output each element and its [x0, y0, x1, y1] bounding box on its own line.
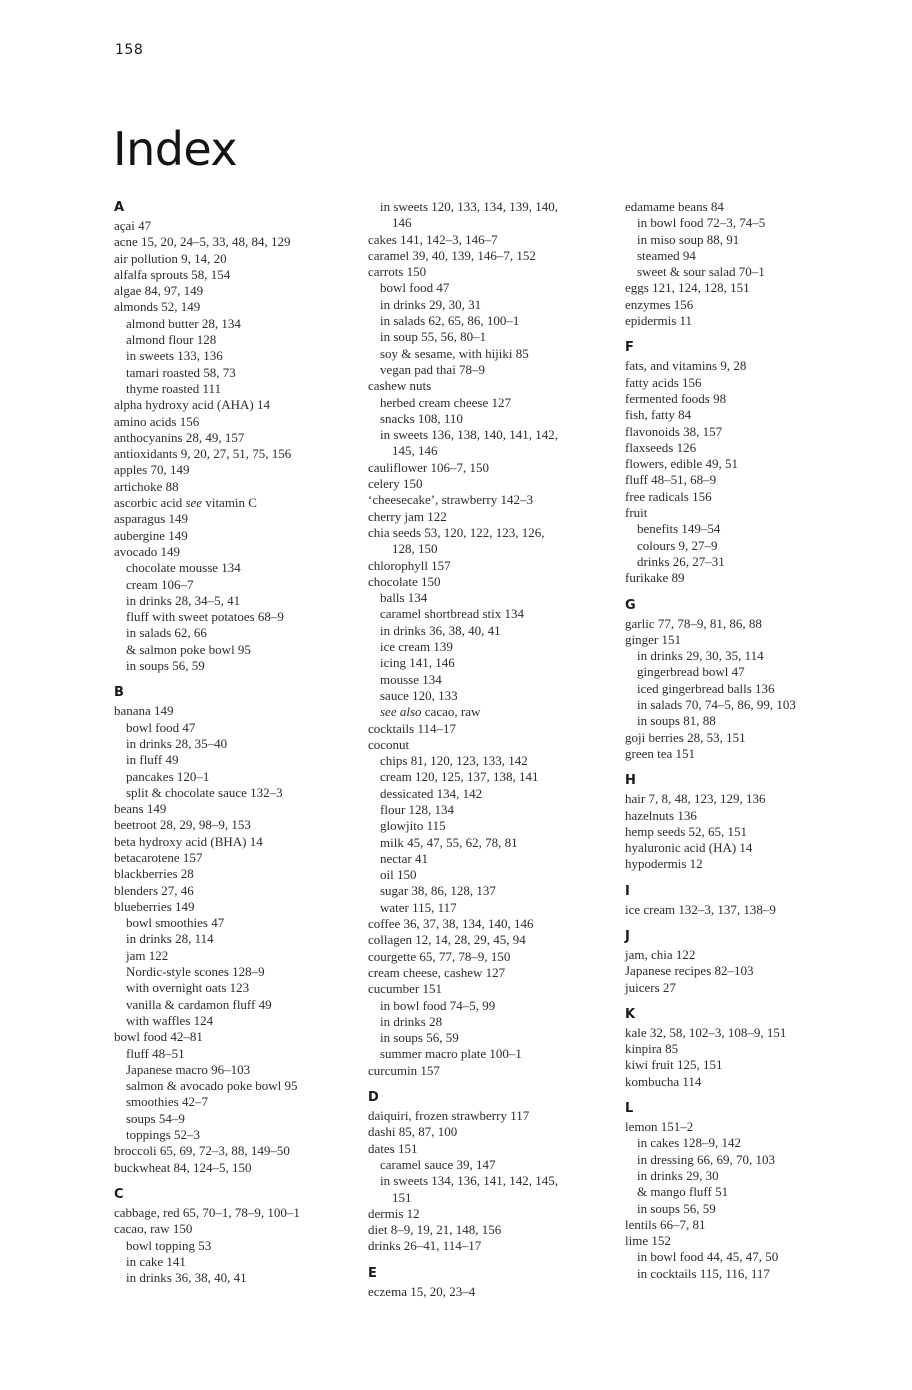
- index-subentry: milk 45, 47, 55, 62, 78, 81: [380, 834, 518, 850]
- index-entry: anthocyanins 28, 49, 157: [114, 429, 245, 445]
- index-subentry: in drinks 28, 35–40: [126, 735, 228, 751]
- index-entry: ginger 151: [625, 631, 681, 647]
- index-subentry: icing 141, 146: [380, 655, 455, 671]
- index-entry-text: ascorbic acid: [114, 495, 186, 511]
- index-subentry: in fluff 49: [126, 752, 179, 768]
- index-entry: coconut: [368, 736, 410, 752]
- index-entry: curcumin 157: [368, 1062, 440, 1078]
- index-entry: broccoli 65, 69, 72–3, 88, 149–50: [114, 1143, 290, 1159]
- index-subentry: split & chocolate sauce 132–3: [126, 784, 283, 800]
- index-subentry: with overnight oats 123: [126, 980, 250, 996]
- index-subentry: in dressing 66, 69, 70, 103: [637, 1151, 775, 1167]
- index-subentry: glowjito 115: [380, 818, 446, 834]
- index-entry: aubergine 149: [114, 527, 188, 543]
- index-subentry: bowl topping 53: [126, 1237, 212, 1253]
- index-subentry: in bowl food 74–5, 99: [380, 997, 496, 1013]
- index-entry: kale 32, 58, 102–3, 108–9, 151: [625, 1024, 787, 1040]
- index-subentry: fluff with sweet potatoes 68–9: [126, 609, 284, 625]
- index-entry: cucumber 151: [368, 981, 443, 997]
- index-entry: beta hydroxy acid (BHA) 14: [114, 833, 263, 849]
- index-subentry: [368, 704, 608, 720]
- index-subentry: in salads 62, 66: [126, 625, 207, 641]
- index-subentry: & mango fluff 51: [637, 1184, 729, 1200]
- index-subentry: dessicated 134, 142: [380, 785, 483, 801]
- index-subentry: in drinks 36, 38, 40, 41: [380, 622, 501, 638]
- index-entry: fish, fatty 84: [625, 407, 692, 423]
- index-entry: collagen 12, 14, 28, 29, 45, 94: [368, 932, 526, 948]
- index-subentry: with waffles 124: [126, 1012, 214, 1028]
- index-subentry: & salmon poke bowl 95: [126, 641, 251, 657]
- page-number: 158: [115, 42, 144, 58]
- index-letter-heading: E: [368, 1265, 377, 1281]
- index-entry: epidermis 11: [625, 313, 693, 329]
- index-subentry: in drinks 29, 30, 31: [380, 296, 482, 312]
- index-entry-continuation: 146: [392, 215, 412, 231]
- index-letter-heading: I: [625, 883, 630, 899]
- index-entry: enzymes 156: [625, 296, 694, 312]
- index-entry: apples 70, 149: [114, 462, 190, 478]
- index-subentry: bowl smoothies 47: [126, 915, 225, 931]
- index-entry-text: vitamin C: [202, 495, 257, 511]
- index-letter-heading: H: [625, 773, 636, 789]
- index-entry: cakes 141, 142–3, 146–7: [368, 231, 498, 247]
- index-entry-continuation: 151: [392, 1189, 412, 1205]
- index-entry: chocolate 150: [368, 573, 441, 589]
- cross-reference-label: see: [185, 495, 203, 511]
- index-entry: cherry jam 122: [368, 508, 447, 524]
- index-subentry: salmon & avocado poke bowl 95: [126, 1078, 298, 1094]
- index-subentry: thyme roasted 111: [126, 380, 222, 396]
- index-subentry: ice cream 139: [380, 639, 453, 655]
- index-entry: cream cheese, cashew 127: [368, 964, 506, 980]
- index-entry: flowers, edible 49, 51: [625, 456, 739, 472]
- index-entry: flavonoids 38, 157: [625, 423, 723, 439]
- index-subentry: in drinks 28: [380, 1013, 443, 1029]
- index-entry: air pollution 9, 14, 20: [114, 250, 227, 266]
- index-subentry: in soups 56, 59: [126, 658, 205, 674]
- index-subentry: fluff 48–51: [126, 1045, 185, 1061]
- index-letter-heading: F: [625, 340, 634, 356]
- index-subentry: snacks 108, 110: [380, 410, 463, 426]
- index-entry: algae 84, 97, 149: [114, 283, 204, 299]
- index-subentry: jam 122: [126, 947, 169, 963]
- index-subentry: in sweets 120, 133, 134, 139, 140,: [380, 199, 559, 214]
- index-subentry: in drinks 28, 34–5, 41: [126, 592, 241, 608]
- index-entry: jam, chia 122: [625, 946, 696, 962]
- index-subentry: chips 81, 120, 123, 133, 142: [380, 753, 528, 769]
- index-entry: celery 150: [368, 476, 423, 492]
- index-subentry: soy & sesame, with hijiki 85: [380, 345, 529, 361]
- index-subentry: Nordic-style scones 128–9: [126, 964, 265, 980]
- index-letter-heading: G: [625, 597, 636, 613]
- index-entry-text: cacao, raw: [421, 704, 481, 720]
- index-entry: chlorophyll 157: [368, 557, 451, 573]
- index-subentry: in cocktails 115, 116, 117: [637, 1265, 770, 1281]
- index-entry: hypodermis 12: [625, 856, 703, 872]
- index-subentry: steamed 94: [637, 247, 696, 263]
- index-entry-continuation: 128, 150: [392, 541, 438, 557]
- index-entry-continuation: 145, 146: [392, 443, 438, 459]
- index-subentry: in miso soup 88, 91: [637, 231, 740, 247]
- index-entry: cabbage, red 65, 70–1, 78–9, 100–1: [114, 1204, 300, 1220]
- index-entry: beetroot 28, 29, 98–9, 153: [114, 817, 251, 833]
- index-subentry: almond flour 128: [126, 332, 217, 348]
- index-letter-heading: D: [368, 1090, 379, 1106]
- index-subentry: vegan pad thai 78–9: [380, 361, 486, 377]
- index-subentry: cream 120, 125, 137, 138, 141: [380, 769, 539, 785]
- index-subentry: herbed cream cheese 127: [380, 394, 512, 410]
- index-entry: lentils 66–7, 81: [625, 1216, 706, 1232]
- index-subentry: in drinks 29, 30, 35, 114: [637, 648, 764, 664]
- index-entry: daiquiri, frozen strawberry 117: [368, 1108, 530, 1124]
- index-entry: fruit: [625, 505, 648, 521]
- index-subentry: sweet & sour salad 70–1: [637, 264, 765, 280]
- index-subentry: Japanese macro 96–103: [126, 1061, 251, 1077]
- index-entry: buckwheat 84, 124–5, 150: [114, 1159, 252, 1175]
- index-entry: blueberries 149: [114, 898, 195, 914]
- index-entry: goji berries 28, 53, 151: [625, 729, 746, 745]
- index-subentry: in cake 141: [126, 1253, 186, 1269]
- index-entry: blenders 27, 46: [114, 882, 194, 898]
- index-subentry: in sweets 136, 138, 140, 141, 142,: [380, 427, 559, 443]
- index-subentry: in bowl food 72–3, 74–5: [637, 215, 766, 231]
- index-entry: alfalfa sprouts 58, 154: [114, 266, 231, 282]
- index-entry: açai 47: [114, 218, 152, 233]
- index-subentry: drinks 26, 27–31: [637, 553, 725, 569]
- index-subentry: oil 150: [380, 867, 417, 883]
- index-subentry: gingerbread bowl 47: [637, 664, 745, 680]
- index-subentry: pancakes 120–1: [126, 768, 210, 784]
- index-subentry: caramel shortbread stix 134: [380, 606, 525, 622]
- index-entry: almonds 52, 149: [114, 299, 201, 315]
- index-subentry: in cakes 128–9, 142: [637, 1135, 741, 1151]
- index-entry: artichoke 88: [114, 478, 179, 494]
- page-title: Index: [113, 122, 238, 176]
- index-entry: kombucha 114: [625, 1073, 702, 1089]
- index-entry: hemp seeds 52, 65, 151: [625, 823, 748, 839]
- index-subentry: in drinks 29, 30: [637, 1167, 719, 1183]
- index-entry: hazelnuts 136: [625, 807, 697, 823]
- index-entry: cauliflower 106–7, 150: [368, 459, 489, 475]
- index-subentry: tamari roasted 58, 73: [126, 364, 236, 380]
- index-subentry: soups 54–9: [126, 1110, 185, 1126]
- index-entry: coffee 36, 37, 38, 134, 140, 146: [368, 916, 534, 932]
- index-entry: dashi 85, 87, 100: [368, 1124, 458, 1140]
- index-entry: drinks 26–41, 114–17: [368, 1238, 482, 1254]
- index-entry: hyaluronic acid (HA) 14: [625, 840, 753, 856]
- index-subentry: flour 128, 134: [380, 801, 455, 817]
- index-subentry: smoothies 42–7: [126, 1094, 208, 1110]
- index-subentry: caramel sauce 39, 147: [380, 1156, 496, 1172]
- index-subentry: vanilla & cardamon fluff 49: [126, 996, 272, 1012]
- index-entry: antioxidants 9, 20, 27, 51, 75, 156: [114, 446, 292, 462]
- index-entry: kiwi fruit 125, 151: [625, 1057, 723, 1073]
- index-entry: lemon 151–2: [625, 1119, 694, 1135]
- index-entry: blackberries 28: [114, 866, 194, 882]
- index-subentry: water 115, 117: [380, 899, 457, 915]
- index-entry: fermented foods 98: [625, 390, 727, 406]
- index-entry: carrots 150: [368, 264, 427, 280]
- index-letter-heading: A: [114, 200, 125, 215]
- index-entry: [114, 495, 354, 511]
- index-entry: cacao, raw 150: [114, 1221, 193, 1237]
- index-entry: dermis 12: [368, 1205, 420, 1221]
- index-entry: avocado 149: [114, 543, 181, 559]
- index-subentry: in sweets 133, 136: [126, 348, 223, 364]
- index-entry: fatty acids 156: [625, 374, 702, 390]
- index-subentry: in salads 70, 74–5, 86, 99, 103: [637, 697, 796, 713]
- index-subentry: almond butter 28, 134: [126, 315, 241, 331]
- index-subentry: in soup 55, 56, 80–1: [380, 329, 487, 345]
- index-column-1: [114, 199, 354, 1286]
- index-entry: kinpira 85: [625, 1041, 679, 1057]
- index-entry: fats, and vitamins 9, 28: [625, 358, 747, 374]
- index-letter-heading: B: [114, 685, 124, 701]
- index-entry: free radicals 156: [625, 488, 712, 504]
- index-entry: acne 15, 20, 24–5, 33, 48, 84, 129: [114, 234, 291, 250]
- index-entry: hair 7, 8, 48, 123, 129, 136: [625, 791, 766, 807]
- index-subentry: balls 134: [380, 590, 428, 606]
- index-entry: lime 152: [625, 1233, 671, 1249]
- index-subentry: bowl food 47: [380, 280, 450, 296]
- index-entry: eggs 121, 124, 128, 151: [625, 280, 750, 296]
- index-entry: garlic 77, 78–9, 81, 86, 88: [625, 615, 762, 631]
- index-entry: chia seeds 53, 120, 122, 123, 126,: [368, 524, 545, 540]
- index-subentry: in soups 81, 88: [637, 713, 716, 729]
- index-letter-heading: J: [625, 928, 630, 944]
- index-entry: betacarotene 157: [114, 849, 203, 865]
- index-subentry: colours 9, 27–9: [637, 537, 718, 553]
- index-entry: banana 149: [114, 703, 174, 719]
- index-subentry: in soups 56, 59: [380, 1030, 459, 1046]
- index-entry: Japanese recipes 82–103: [625, 963, 754, 979]
- index-subentry: chocolate mousse 134: [126, 560, 241, 576]
- index-subentry: summer macro plate 100–1: [380, 1046, 522, 1062]
- index-entry: fluff 48–51, 68–9: [625, 472, 717, 488]
- index-subentry: sauce 120, 133: [380, 687, 458, 703]
- index-entry: asparagus 149: [114, 511, 189, 527]
- index-subentry: in sweets 134, 136, 141, 142, 145,: [380, 1173, 559, 1189]
- index-subentry: in salads 62, 65, 86, 100–1: [380, 313, 520, 329]
- index-subentry: mousse 134: [380, 671, 442, 687]
- index-entry: diet 8–9, 19, 21, 148, 156: [368, 1222, 502, 1238]
- index-subentry: in drinks 36, 38, 40, 41: [126, 1270, 247, 1286]
- index-subentry: bowl food 47: [126, 719, 196, 735]
- index-entry: ice cream 132–3, 137, 138–9: [625, 901, 776, 917]
- index-entry: beans 149: [114, 801, 167, 817]
- index-subentry: benefits 149–54: [637, 521, 721, 537]
- index-entry: courgette 65, 77, 78–9, 150: [368, 948, 511, 964]
- index-column-2: [368, 199, 608, 1300]
- index-letter-heading: L: [625, 1101, 634, 1117]
- index-entry: caramel 39, 40, 139, 146–7, 152: [368, 247, 536, 263]
- index-entry: ‘cheesecake’, strawberry 142–3: [368, 492, 533, 508]
- index-subentry: nectar 41: [380, 850, 429, 866]
- cross-reference-label: see also: [380, 704, 422, 720]
- index-entry: dates 151: [368, 1140, 418, 1156]
- index-letter-heading: C: [114, 1186, 124, 1202]
- index-letter-heading: K: [625, 1006, 636, 1022]
- index-entry: amino acids 156: [114, 413, 200, 429]
- index-subentry: cream 106–7: [126, 576, 194, 592]
- index-entry: alpha hydroxy acid (AHA) 14: [114, 397, 270, 413]
- index-subentry: toppings 52–3: [126, 1127, 201, 1143]
- index-entry: cashew nuts: [368, 378, 432, 394]
- index-entry: green tea 151: [625, 745, 696, 761]
- index-entry: furikake 89: [625, 570, 685, 586]
- index-subentry: in soups 56, 59: [637, 1200, 716, 1216]
- index-subentry: iced gingerbread balls 136: [637, 680, 775, 696]
- index-subentry: in bowl food 44, 45, 47, 50: [637, 1249, 779, 1265]
- index-entry: juicers 27: [625, 979, 676, 995]
- index-column-3: [625, 199, 865, 1282]
- index-entry: flaxseeds 126: [625, 439, 697, 455]
- index-entry: cocktails 114–17: [368, 720, 456, 736]
- index-entry: eczema 15, 20, 23–4: [368, 1283, 476, 1299]
- index-entry: edamame beans 84: [625, 199, 724, 214]
- index-subentry: sugar 38, 86, 128, 137: [380, 883, 496, 899]
- index-entry: bowl food 42–81: [114, 1029, 203, 1045]
- index-subentry: in drinks 28, 114: [126, 931, 214, 947]
